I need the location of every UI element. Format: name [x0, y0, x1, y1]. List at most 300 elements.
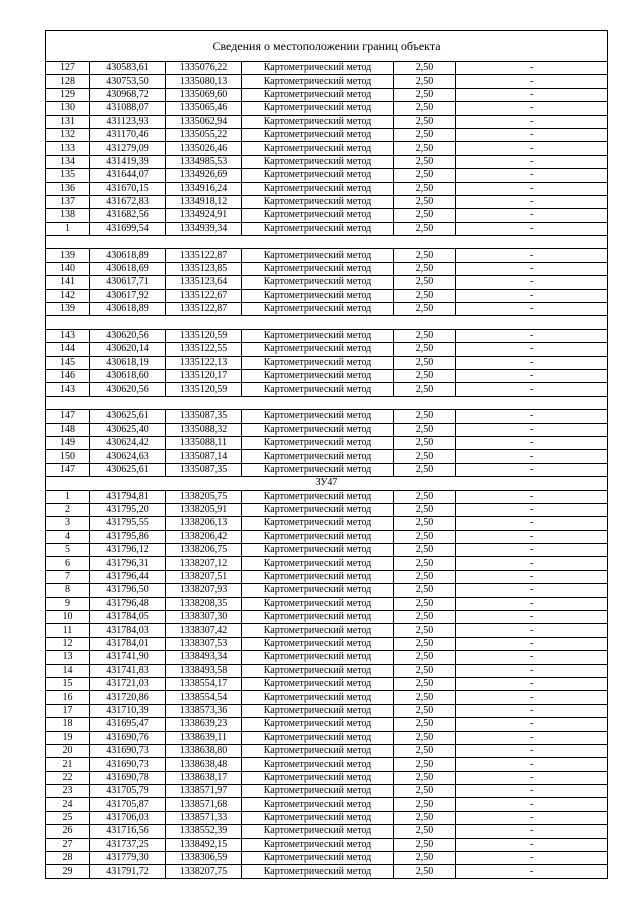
y-coordinate-cell: 1335065,46	[166, 102, 242, 115]
method-cell: Картометрический метод	[242, 209, 394, 222]
accuracy-cell: 2,50	[394, 677, 456, 690]
accuracy-cell: 2,50	[394, 75, 456, 88]
y-coordinate-cell: 1335122,87	[166, 249, 242, 262]
y-coordinate-cell: 1335087,35	[166, 463, 242, 476]
accuracy-cell: 2,50	[394, 584, 456, 597]
method-cell: Картометрический метод	[242, 490, 394, 503]
y-coordinate-cell: 1334918,12	[166, 195, 242, 208]
table-row	[46, 169, 608, 182]
description-cell: -	[456, 343, 608, 356]
y-coordinate-cell: 1338307,42	[166, 624, 242, 637]
description-cell: -	[456, 570, 608, 583]
x-coordinate-cell: 431705,87	[90, 798, 166, 811]
description-cell: -	[456, 865, 608, 878]
point-number-cell: 8	[46, 584, 90, 597]
point-number-cell: 132	[46, 128, 90, 141]
method-cell: Картометрический метод	[242, 343, 394, 356]
description-cell: -	[456, 75, 608, 88]
description-cell: -	[456, 517, 608, 530]
y-coordinate-cell: 1335076,22	[166, 62, 242, 75]
table-row	[46, 825, 608, 838]
point-number-cell: 148	[46, 423, 90, 436]
method-cell: Картометрический метод	[242, 450, 394, 463]
y-coordinate-cell: 1334926,69	[166, 169, 242, 182]
point-number-cell: 129	[46, 88, 90, 101]
table-row	[46, 289, 608, 302]
method-cell: Картометрический метод	[242, 222, 394, 235]
accuracy-cell: 2,50	[394, 383, 456, 396]
description-cell: -	[456, 664, 608, 677]
x-coordinate-cell: 431794,81	[90, 490, 166, 503]
method-cell: Картометрический метод	[242, 182, 394, 195]
x-coordinate-cell: 430618,89	[90, 249, 166, 262]
table-row	[46, 182, 608, 195]
point-number-cell: 127	[46, 62, 90, 75]
method-cell: Картометрический метод	[242, 503, 394, 516]
description-cell: -	[456, 436, 608, 449]
accuracy-cell: 2,50	[394, 597, 456, 610]
table-row	[46, 463, 608, 476]
point-number-cell: 16	[46, 691, 90, 704]
y-coordinate-cell: 1338638,80	[166, 744, 242, 757]
y-coordinate-cell: 1335062,94	[166, 115, 242, 128]
table-row	[46, 142, 608, 155]
point-number-cell: 134	[46, 155, 90, 168]
y-coordinate-cell: 1335122,55	[166, 343, 242, 356]
x-coordinate-cell: 431796,31	[90, 557, 166, 570]
x-coordinate-cell: 430618,19	[90, 356, 166, 369]
description-cell: -	[456, 155, 608, 168]
table-row	[46, 303, 608, 316]
accuracy-cell: 2,50	[394, 611, 456, 624]
accuracy-cell: 2,50	[394, 463, 456, 476]
description-cell: -	[456, 771, 608, 784]
x-coordinate-cell: 430624,63	[90, 450, 166, 463]
accuracy-cell: 2,50	[394, 704, 456, 717]
y-coordinate-cell: 1335123,64	[166, 276, 242, 289]
method-cell: Картометрический метод	[242, 410, 394, 423]
description-cell: -	[456, 758, 608, 771]
table-row	[46, 852, 608, 865]
accuracy-cell: 2,50	[394, 423, 456, 436]
point-number-cell: 141	[46, 276, 90, 289]
y-coordinate-cell: 1334985,53	[166, 155, 242, 168]
point-number-cell: 27	[46, 838, 90, 851]
x-coordinate-cell: 431720,86	[90, 691, 166, 704]
description-cell: -	[456, 369, 608, 382]
point-number-cell: 150	[46, 450, 90, 463]
table-row	[46, 155, 608, 168]
description-cell: -	[456, 718, 608, 731]
point-number-cell: 4	[46, 530, 90, 543]
x-coordinate-cell: 430753,50	[90, 75, 166, 88]
method-cell: Картометрический метод	[242, 262, 394, 275]
table-row	[46, 798, 608, 811]
x-coordinate-cell: 430625,61	[90, 463, 166, 476]
point-number-cell: 149	[46, 436, 90, 449]
x-coordinate-cell: 431690,78	[90, 771, 166, 784]
accuracy-cell: 2,50	[394, 262, 456, 275]
y-coordinate-cell: 1338205,91	[166, 503, 242, 516]
y-coordinate-cell: 1338638,17	[166, 771, 242, 784]
point-number-cell: 147	[46, 410, 90, 423]
description-cell: -	[456, 637, 608, 650]
x-coordinate-cell: 430583,61	[90, 62, 166, 75]
accuracy-cell: 2,50	[394, 222, 456, 235]
accuracy-cell: 2,50	[394, 544, 456, 557]
method-cell: Картометрический метод	[242, 704, 394, 717]
y-coordinate-cell: 1338571,33	[166, 811, 242, 824]
y-coordinate-cell: 1334916,24	[166, 182, 242, 195]
method-cell: Картометрический метод	[242, 517, 394, 530]
table-row	[46, 410, 608, 423]
y-coordinate-cell: 1335120,59	[166, 383, 242, 396]
description-cell: -	[456, 383, 608, 396]
accuracy-cell: 2,50	[394, 651, 456, 664]
description-cell: -	[456, 704, 608, 717]
table-row	[46, 329, 608, 342]
table-row	[46, 811, 608, 824]
accuracy-cell: 2,50	[394, 771, 456, 784]
accuracy-cell: 2,50	[394, 825, 456, 838]
y-coordinate-cell: 1335120,17	[166, 369, 242, 382]
point-number-cell: 137	[46, 195, 90, 208]
x-coordinate-cell: 430625,40	[90, 423, 166, 436]
method-cell: Картометрический метод	[242, 637, 394, 650]
accuracy-cell: 2,50	[394, 329, 456, 342]
point-number-cell: 140	[46, 262, 90, 275]
accuracy-cell: 2,50	[394, 182, 456, 195]
y-coordinate-cell: 1335055,22	[166, 128, 242, 141]
accuracy-cell: 2,50	[394, 102, 456, 115]
x-coordinate-cell: 431170,46	[90, 128, 166, 141]
description-cell: -	[456, 544, 608, 557]
method-cell: Картометрический метод	[242, 758, 394, 771]
accuracy-cell: 2,50	[394, 356, 456, 369]
accuracy-cell: 2,50	[394, 852, 456, 865]
x-coordinate-cell: 431279,09	[90, 142, 166, 155]
table-row	[46, 570, 608, 583]
description-cell: -	[456, 852, 608, 865]
y-coordinate-cell: 1338307,53	[166, 637, 242, 650]
x-coordinate-cell: 430968,72	[90, 88, 166, 101]
method-cell: Картометрический метод	[242, 677, 394, 690]
accuracy-cell: 2,50	[394, 624, 456, 637]
table-row	[46, 664, 608, 677]
method-cell: Картометрический метод	[242, 611, 394, 624]
table-row	[46, 343, 608, 356]
x-coordinate-cell: 430618,60	[90, 369, 166, 382]
y-coordinate-cell: 1335122,67	[166, 289, 242, 302]
accuracy-cell: 2,50	[394, 169, 456, 182]
table-row	[46, 744, 608, 757]
separator-row	[46, 396, 608, 409]
accuracy-cell: 2,50	[394, 517, 456, 530]
y-coordinate-cell: 1338554,54	[166, 691, 242, 704]
method-cell: Картометрический метод	[242, 691, 394, 704]
point-number-cell: 5	[46, 544, 90, 557]
table-row	[46, 503, 608, 516]
accuracy-cell: 2,50	[394, 865, 456, 878]
point-number-cell: 15	[46, 677, 90, 690]
method-cell: Картометрический метод	[242, 530, 394, 543]
description-cell: -	[456, 811, 608, 824]
y-coordinate-cell: 1338638,48	[166, 758, 242, 771]
point-number-cell: 130	[46, 102, 90, 115]
table-title: Сведения о местоположении границ объекта	[46, 31, 608, 62]
method-cell: Картометрический метод	[242, 356, 394, 369]
method-cell: Картометрический метод	[242, 115, 394, 128]
method-cell: Картометрический метод	[242, 811, 394, 824]
y-coordinate-cell: 1335087,14	[166, 450, 242, 463]
y-coordinate-cell: 1335087,35	[166, 410, 242, 423]
y-coordinate-cell: 1335122,87	[166, 303, 242, 316]
x-coordinate-cell: 430617,92	[90, 289, 166, 302]
table-row	[46, 369, 608, 382]
description-cell: -	[456, 115, 608, 128]
accuracy-cell: 2,50	[394, 785, 456, 798]
table-row	[46, 450, 608, 463]
x-coordinate-cell: 431644,07	[90, 169, 166, 182]
method-cell: Картометрический метод	[242, 718, 394, 731]
table-row	[46, 557, 608, 570]
x-coordinate-cell: 430618,89	[90, 303, 166, 316]
y-coordinate-cell: 1335088,11	[166, 436, 242, 449]
table-row	[46, 530, 608, 543]
point-number-cell: 144	[46, 343, 90, 356]
y-coordinate-cell: 1338492,15	[166, 838, 242, 851]
y-coordinate-cell: 1338571,97	[166, 785, 242, 798]
y-coordinate-cell: 1335069,60	[166, 88, 242, 101]
method-cell: Картометрический метод	[242, 383, 394, 396]
description-cell: -	[456, 597, 608, 610]
x-coordinate-cell: 431682,56	[90, 209, 166, 222]
method-cell: Картометрический метод	[242, 744, 394, 757]
x-coordinate-cell: 431088,07	[90, 102, 166, 115]
x-coordinate-cell: 430618,69	[90, 262, 166, 275]
point-number-cell: 136	[46, 182, 90, 195]
accuracy-cell: 2,50	[394, 343, 456, 356]
accuracy-cell: 2,50	[394, 838, 456, 851]
accuracy-cell: 2,50	[394, 557, 456, 570]
table-row	[46, 128, 608, 141]
method-cell: Картометрический метод	[242, 102, 394, 115]
description-cell: -	[456, 88, 608, 101]
table-row	[46, 423, 608, 436]
x-coordinate-cell: 431716,56	[90, 825, 166, 838]
point-number-cell: 12	[46, 637, 90, 650]
method-cell: Картометрический метод	[242, 463, 394, 476]
accuracy-cell: 2,50	[394, 691, 456, 704]
description-cell: -	[456, 584, 608, 597]
description-cell: -	[456, 289, 608, 302]
x-coordinate-cell: 431721,03	[90, 677, 166, 690]
point-number-cell: 147	[46, 463, 90, 476]
y-coordinate-cell: 1338207,51	[166, 570, 242, 583]
accuracy-cell: 2,50	[394, 798, 456, 811]
y-coordinate-cell: 1338554,17	[166, 677, 242, 690]
accuracy-cell: 2,50	[394, 195, 456, 208]
description-cell: -	[456, 490, 608, 503]
x-coordinate-cell: 431690,76	[90, 731, 166, 744]
table-row	[46, 731, 608, 744]
description-cell: -	[456, 410, 608, 423]
description-cell: -	[456, 195, 608, 208]
x-coordinate-cell: 431737,25	[90, 838, 166, 851]
point-number-cell: 145	[46, 356, 90, 369]
point-number-cell: 128	[46, 75, 90, 88]
accuracy-cell: 2,50	[394, 88, 456, 101]
description-cell: -	[456, 169, 608, 182]
accuracy-cell: 2,50	[394, 209, 456, 222]
method-cell: Картометрический метод	[242, 624, 394, 637]
accuracy-cell: 2,50	[394, 490, 456, 503]
point-number-cell: 9	[46, 597, 90, 610]
table-row	[46, 62, 608, 75]
method-cell: Картометрический метод	[242, 329, 394, 342]
y-coordinate-cell: 1338493,58	[166, 664, 242, 677]
description-cell: -	[456, 450, 608, 463]
x-coordinate-cell: 430624,42	[90, 436, 166, 449]
table-row	[46, 651, 608, 664]
x-coordinate-cell: 431796,48	[90, 597, 166, 610]
point-number-cell: 139	[46, 303, 90, 316]
x-coordinate-cell: 431795,20	[90, 503, 166, 516]
x-coordinate-cell: 431784,03	[90, 624, 166, 637]
point-number-cell: 18	[46, 718, 90, 731]
table-row	[46, 490, 608, 503]
table-row	[46, 704, 608, 717]
x-coordinate-cell: 431784,05	[90, 611, 166, 624]
table-row	[46, 544, 608, 557]
description-cell: -	[456, 262, 608, 275]
table-row	[46, 102, 608, 115]
x-coordinate-cell: 430620,14	[90, 343, 166, 356]
point-number-cell: 135	[46, 169, 90, 182]
table-title-row	[46, 31, 608, 62]
point-number-cell: 21	[46, 758, 90, 771]
description-cell: -	[456, 356, 608, 369]
description-cell: -	[456, 329, 608, 342]
x-coordinate-cell: 430620,56	[90, 329, 166, 342]
point-number-cell: 133	[46, 142, 90, 155]
table-row	[46, 597, 608, 610]
accuracy-cell: 2,50	[394, 744, 456, 757]
accuracy-cell: 2,50	[394, 436, 456, 449]
x-coordinate-cell: 431779,30	[90, 852, 166, 865]
x-coordinate-cell: 431796,12	[90, 544, 166, 557]
x-coordinate-cell: 431419,39	[90, 155, 166, 168]
separator-row	[46, 236, 608, 249]
y-coordinate-cell: 1334924,91	[166, 209, 242, 222]
point-number-cell: 143	[46, 329, 90, 342]
description-cell: -	[456, 249, 608, 262]
description-cell: -	[456, 503, 608, 516]
accuracy-cell: 2,50	[394, 758, 456, 771]
method-cell: Картометрический метод	[242, 303, 394, 316]
x-coordinate-cell: 431710,39	[90, 704, 166, 717]
point-number-cell: 29	[46, 865, 90, 878]
point-number-cell: 2	[46, 503, 90, 516]
table-row	[46, 249, 608, 262]
x-coordinate-cell: 431123,93	[90, 115, 166, 128]
point-number-cell: 139	[46, 249, 90, 262]
accuracy-cell: 2,50	[394, 369, 456, 382]
x-coordinate-cell: 431690,73	[90, 744, 166, 757]
y-coordinate-cell: 1335123,85	[166, 262, 242, 275]
point-number-cell: 11	[46, 624, 90, 637]
y-coordinate-cell: 1335120,59	[166, 329, 242, 342]
x-coordinate-cell: 431795,55	[90, 517, 166, 530]
x-coordinate-cell: 431670,15	[90, 182, 166, 195]
table-row	[46, 758, 608, 771]
point-number-cell: 143	[46, 383, 90, 396]
y-coordinate-cell: 1338573,36	[166, 704, 242, 717]
y-coordinate-cell: 1335088,32	[166, 423, 242, 436]
x-coordinate-cell: 430620,56	[90, 383, 166, 396]
description-cell: -	[456, 691, 608, 704]
point-number-cell: 13	[46, 651, 90, 664]
separator-cell	[46, 396, 608, 409]
accuracy-cell: 2,50	[394, 289, 456, 302]
table-row	[46, 88, 608, 101]
accuracy-cell: 2,50	[394, 249, 456, 262]
method-cell: Картометрический метод	[242, 838, 394, 851]
description-cell: -	[456, 677, 608, 690]
accuracy-cell: 2,50	[394, 276, 456, 289]
description-cell: -	[456, 423, 608, 436]
point-number-cell: 20	[46, 744, 90, 757]
y-coordinate-cell: 1338571,68	[166, 798, 242, 811]
table-row	[46, 383, 608, 396]
table-row	[46, 838, 608, 851]
point-number-cell: 1	[46, 490, 90, 503]
table-row	[46, 637, 608, 650]
y-coordinate-cell: 1338306,59	[166, 852, 242, 865]
point-number-cell: 146	[46, 369, 90, 382]
method-cell: Картометрический метод	[242, 785, 394, 798]
point-number-cell: 142	[46, 289, 90, 302]
method-cell: Картометрический метод	[242, 249, 394, 262]
point-number-cell: 7	[46, 570, 90, 583]
point-number-cell: 6	[46, 557, 90, 570]
point-number-cell: 17	[46, 704, 90, 717]
separator-cell	[46, 316, 608, 329]
method-cell: Картометрический метод	[242, 169, 394, 182]
method-cell: Картометрический метод	[242, 75, 394, 88]
y-coordinate-cell: 1338552,39	[166, 825, 242, 838]
y-coordinate-cell: 1335122,13	[166, 356, 242, 369]
y-coordinate-cell: 1335026,46	[166, 142, 242, 155]
y-coordinate-cell: 1338639,11	[166, 731, 242, 744]
method-cell: Картометрический метод	[242, 155, 394, 168]
description-cell: -	[456, 798, 608, 811]
accuracy-cell: 2,50	[394, 503, 456, 516]
accuracy-cell: 2,50	[394, 142, 456, 155]
y-coordinate-cell: 1338206,13	[166, 517, 242, 530]
x-coordinate-cell: 431796,44	[90, 570, 166, 583]
y-coordinate-cell: 1338207,75	[166, 865, 242, 878]
x-coordinate-cell: 430625,61	[90, 410, 166, 423]
accuracy-cell: 2,50	[394, 570, 456, 583]
method-cell: Картометрический метод	[242, 436, 394, 449]
method-cell: Картометрический метод	[242, 597, 394, 610]
table-row	[46, 611, 608, 624]
method-cell: Картометрический метод	[242, 544, 394, 557]
accuracy-cell: 2,50	[394, 450, 456, 463]
x-coordinate-cell: 431690,73	[90, 758, 166, 771]
separator-row	[46, 316, 608, 329]
